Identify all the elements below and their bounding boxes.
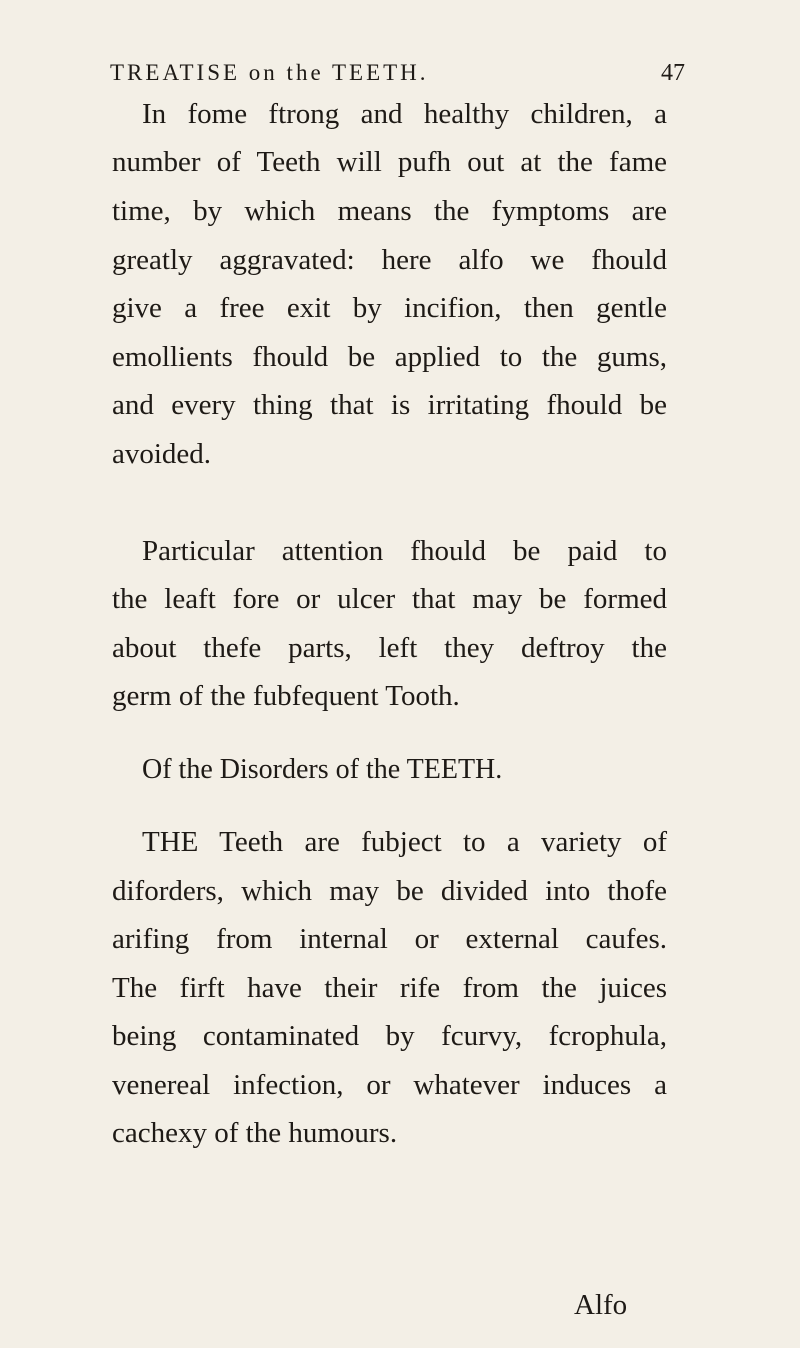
text-line: time, by which means the fymptoms are <box>112 195 667 227</box>
text-line: number of Teeth will pufh out at the fame <box>112 146 667 178</box>
running-title: TREATISE on the TEETH. <box>110 60 429 85</box>
page-number: 47 <box>661 60 685 86</box>
text-line: give a free exit by incifion, then gentle <box>112 292 667 324</box>
text-line: avoided. <box>112 438 212 470</box>
text-line: diforders, which may be divided into thofe <box>112 875 667 907</box>
text-line: Particular attention fhould be paid to <box>142 535 667 567</box>
text-line: THE Teeth are fubject to a variety of <box>142 826 667 858</box>
text-line: The firft have their rife from the juices <box>112 972 667 1004</box>
text-line: greatly aggravated: here alfo we fhould <box>112 244 667 276</box>
text-line: germ of the fubfequent Tooth. <box>112 680 460 712</box>
text-line: being contaminated by fcurvy, fcrophula, <box>112 1020 667 1052</box>
text-line: the leaft fore or ulcer that may be formed <box>112 583 667 615</box>
text-line: In fome ftrong and healthy children, a <box>142 98 667 130</box>
text-line: arifing from internal or external caufes. <box>112 923 667 955</box>
text-line: and every thing that is irritating fhould be <box>112 389 667 421</box>
catchword: Alfo <box>574 1289 628 1321</box>
text-line: cachexy of the humours. <box>112 1117 398 1149</box>
page-header <box>110 60 685 100</box>
text-line: emollients fhould be applied to the gums, <box>112 341 667 373</box>
text-line: venereal infection, or whatever induces a <box>112 1069 667 1101</box>
text-line: about thefe parts, left they deftroy the <box>112 632 667 664</box>
section-heading: Of the Disorders of the TEETH. <box>142 754 503 785</box>
